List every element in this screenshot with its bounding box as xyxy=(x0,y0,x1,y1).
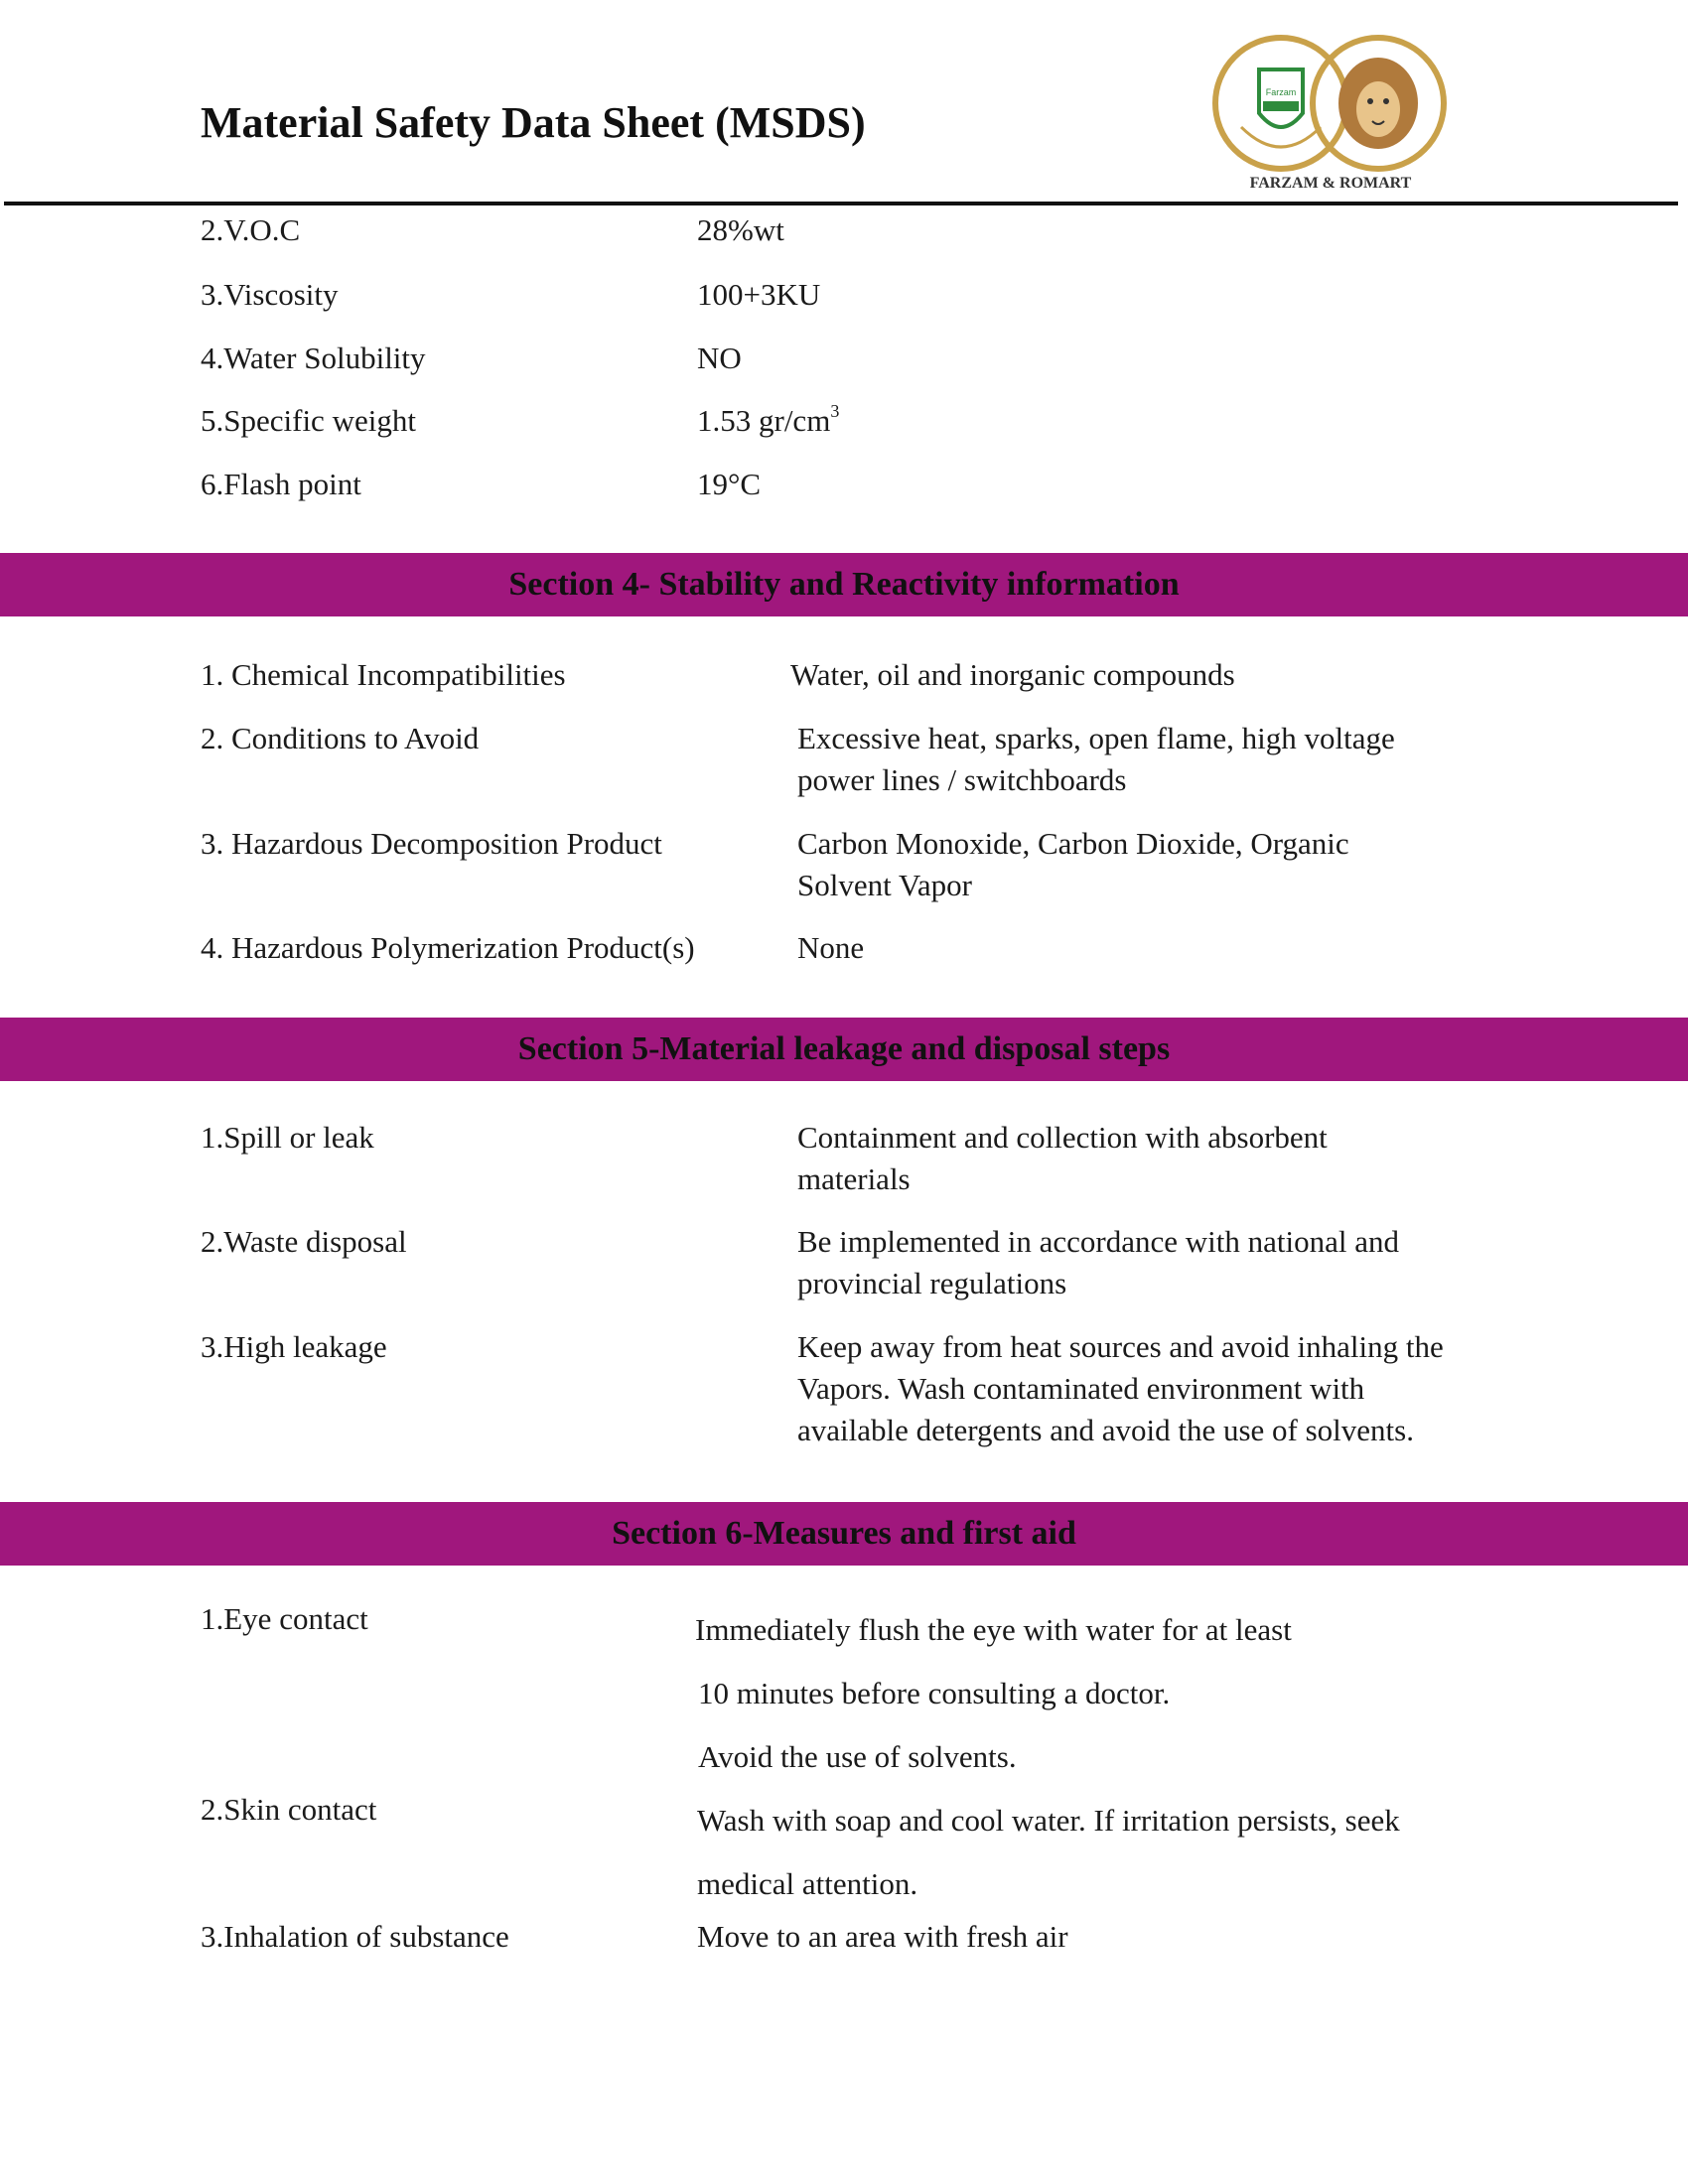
property-label-water-solubility: 4.Water Solubility xyxy=(201,341,426,375)
company-logo xyxy=(1201,18,1460,197)
section-6-title: Section 6-Measures and first aid xyxy=(612,1515,1076,1552)
section-5-label: 1.Spill or leak xyxy=(201,1120,374,1155)
property-label-voc: 2.V.O.C xyxy=(201,212,301,247)
section-4-label: 4. Hazardous Polymerization Product(s) xyxy=(201,930,695,965)
section-5-title: Section 5-Material leakage and disposal steps xyxy=(517,1030,1171,1067)
section-4-title: Section 4- Stability and Reactivity information xyxy=(508,566,1180,603)
logo-caption: FARZAM & ROMART xyxy=(1249,175,1412,192)
page-title: Material Safety Data Sheet (MSDS) xyxy=(201,98,866,147)
section-4-value: Excessive heat, sparks, open flame, high voltage power lines / switchboards xyxy=(797,721,1395,797)
section-6-value: Immediately flush the eye with water for at least 10 minutes before consulting a doctor. Avoid the use of solvents. xyxy=(695,1612,1292,1774)
section-6-value: Move to an area with fresh air xyxy=(697,1919,1068,1954)
section-6-label: 1.Eye contact xyxy=(201,1601,368,1636)
section-4-value: Water, oil and inorganic compounds xyxy=(790,657,1235,692)
property-value-flash-point: 19°C xyxy=(697,467,762,501)
property-label-specific-weight: 5.Specific weight xyxy=(201,403,416,438)
header-divider xyxy=(4,202,1678,205)
section-6-value: Wash with soap and cool water. If irritation persists, seek medical attention. xyxy=(697,1803,1400,1901)
section-6-label: 2.Skin contact xyxy=(201,1792,377,1827)
section-5-label: 2.Waste disposal xyxy=(201,1224,407,1259)
section-5-label: 3.High leakage xyxy=(201,1329,387,1364)
property-label-flash-point: 6.Flash point xyxy=(201,467,361,501)
unit-superscript: 3 xyxy=(830,401,840,421)
property-label-viscosity: 3.Viscosity xyxy=(201,277,339,312)
logo-shield-text: Farzam xyxy=(1265,87,1297,97)
section-4-label: 2. Conditions to Avoid xyxy=(201,721,480,755)
section-4-value: Carbon Monoxide, Carbon Dioxide, Organic Solvent Vapor xyxy=(797,826,1349,902)
property-value-specific-weight: 1.53 $gr/cm^3$ xyxy=(697,401,840,438)
section-5-value: Containment and collection with absorbent materials xyxy=(797,1120,1328,1196)
section-5-value: Be implemented in accordance with national and provincial regulations xyxy=(797,1224,1399,1300)
section-4-label: 1. Chemical Incompatibilities xyxy=(201,657,566,692)
section-5-value: Keep away from heat sources and avoid inhaling the Vapors. Wash contaminated environment with available detergents and avoid the use of solvents. xyxy=(797,1329,1444,1447)
section-4-value: None xyxy=(797,930,865,965)
section-4-label: 3. Hazardous Decomposition Product xyxy=(201,826,662,861)
section-6-label: 3.Inhalation of substance xyxy=(201,1919,509,1954)
property-value-viscosity: 100+3KU xyxy=(697,277,821,312)
property-value-voc: 28%wt xyxy=(697,212,784,247)
property-value-water-solubility: NO xyxy=(697,341,742,375)
